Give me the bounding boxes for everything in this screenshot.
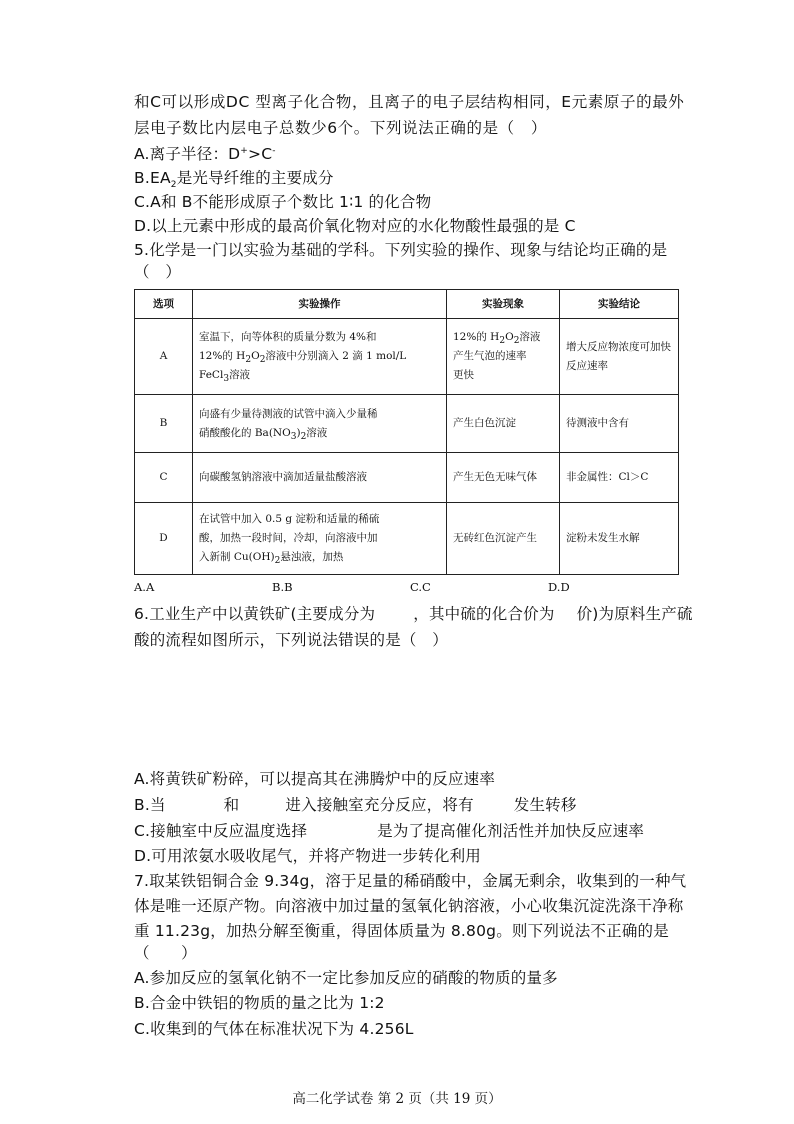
q4-line2: 层电子数比内层电子总数少6个。下列说法正确的是（ ） xyxy=(134,119,547,137)
experiment-table xyxy=(134,289,679,575)
q4-line1: 和C可以形成DC 型离子化合物，且离子的电子层结构相同，E元素原子的最外 xyxy=(134,93,685,111)
row-a-operation: 室温下，向等体积的质量分数为 4%和 12%的 $H_2O_2$溶液中分别滴入 2 滴 1 mol/L FeCl$_3$溶液 xyxy=(193,319,447,395)
q5-line1: 5.化学是一门以实验为基础的学科。下列实验的操作、现象与结论均正确的是 xyxy=(134,241,668,259)
row-c-option: C xyxy=(135,453,193,503)
row-d-option: D xyxy=(135,503,193,575)
row-a-conclusion: 增大反应物浓度可加快反应速率 xyxy=(560,319,679,395)
q4-option-c: C.A和 B不能形成原子个数比 1∶1 的化合物 xyxy=(134,193,432,211)
table-row xyxy=(135,395,679,453)
q5-line2: （ ） xyxy=(134,263,182,281)
row-b-conclusion: 待测液中含有 xyxy=(560,395,679,453)
q6-option-b: B.当 和 进入接触室充分反应，将有 发生转移 xyxy=(134,796,577,814)
header-conclusion: 实验结论 xyxy=(560,290,679,319)
row-c-conclusion: 非金属性：Cl＞C xyxy=(560,453,679,503)
table-row xyxy=(135,453,679,503)
table-row xyxy=(135,503,679,575)
q7-line3: 重 11.23g，加热分解至衡重，得固体质量为 8.80g。则下列说法不正确的是 xyxy=(134,922,669,940)
q7-line2: 体是唯一还原产物。向溶液中加过量的氢氧化钠溶液，小心收集沉淀洗涤干净称 xyxy=(134,897,684,915)
q7-option-a: A.参加反应的氢氧化钠不一定比参加反应的硝酸的物质的量多 xyxy=(134,969,558,987)
header-option: 选项 xyxy=(135,290,193,319)
row-b-option: B xyxy=(135,395,193,453)
header-phenomenon: 实验现象 xyxy=(447,290,560,319)
q6-line1: 6.工业生产中以黄铁矿(主要成分为 ，其中硫的化合价为 价)为原料生产硫 xyxy=(134,605,693,623)
q6-option-d: D.可用浓氨水吸收尾气，并将产物进一步转化利用 xyxy=(134,847,481,865)
row-d-phenomenon: 无砖红色沉淀产生 xyxy=(447,503,560,575)
q4-option-b: $B.EA_2$是光导纤维的主要成分 xyxy=(134,169,334,191)
q4-option-a: A.离子半径：D+>C- xyxy=(134,145,276,163)
q5-choice-d: D.D xyxy=(548,580,570,594)
page-footer: 高二化学试卷 第 2 页（共 19 页） xyxy=(292,1091,502,1107)
row-d-operation: 在试管中加入 0.5 g 淀粉和适量的稀硫 酸，加热一段时间，冷却，向溶液中加 入新制 $Cu(OH)_2$悬浊液，加热 xyxy=(193,503,447,575)
row-c-phenomenon: 产生无色无味气体 xyxy=(447,453,560,503)
q7-option-b: B.合金中铁铝的物质的量之比为 1:2 xyxy=(134,994,385,1012)
header-operation: 实验操作 xyxy=(193,290,447,319)
row-c-operation: 向碳酸氢钠溶液中滴加适量盐酸溶液 xyxy=(193,453,447,503)
q7-option-c: C.收集到的气体在标准状况下为 4.256L xyxy=(134,1020,414,1038)
q4-option-d: D.以上元素中形成的最高价氧化物对应的水化物酸性最强的是 C xyxy=(134,217,576,235)
q6-option-c: C.接触室中反应温度选择 是为了提高催化剂活性并加快反应速率 xyxy=(134,822,645,840)
q5-choice-c: C.C xyxy=(410,580,431,594)
q7-line1: 7.取某铁铝铜合金 9.34g，溶于足量的稀硝酸中，金属无剩余，收集到的一种气 xyxy=(134,872,687,890)
row-d-conclusion: 淀粉未发生水解 xyxy=(560,503,679,575)
row-b-operation: 向盛有少量待测液的试管中滴入少量稀 硝酸酸化的 $Ba(NO_3)_2$溶液 xyxy=(193,395,447,453)
q7-line4: （ ） xyxy=(134,944,197,962)
q6-option-a: A.将黄铁矿粉碎，可以提高其在沸腾炉中的反应速率 xyxy=(134,770,496,788)
row-b-phenomenon: 产生白色沉淀 xyxy=(447,395,560,453)
table-row xyxy=(135,319,679,395)
table-header-row xyxy=(135,290,679,319)
q5-choice-a: A.A xyxy=(134,580,155,594)
row-a-phenomenon: 12%的 $H_2O_2$溶液 产生气泡的速率 更快 xyxy=(447,319,560,395)
q6-line2: 酸的流程如图所示，下列说法错误的是（ ） xyxy=(134,631,449,649)
row-a-option: A xyxy=(135,319,193,395)
q5-choice-b: B.B xyxy=(272,580,293,594)
